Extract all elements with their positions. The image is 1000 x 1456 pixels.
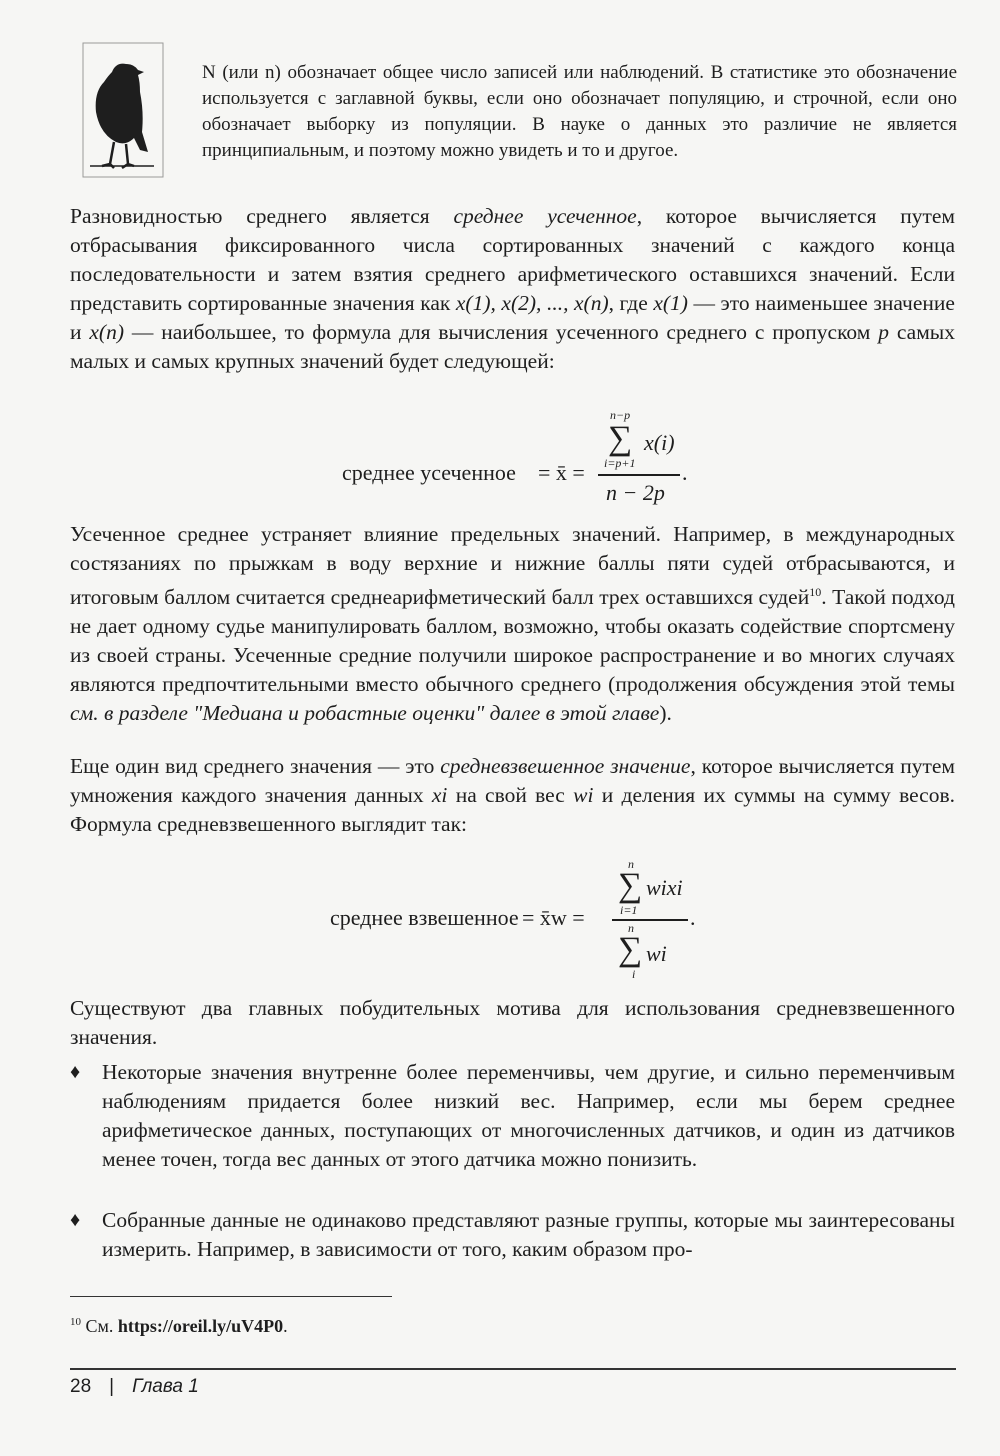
footer-divider (70, 1368, 956, 1370)
term-trimmed-mean: среднее усеченное (453, 204, 637, 228)
term-weighted-mean: средневзвешенное значение (440, 754, 691, 778)
note-text: N (или n) обозначает общее число записей или наблюдений. В статистике это обозначение используется с заглавной буквы, если оно обозначает популяцию, и строчной, если оно обозначает выборку из популяции. В науке о данных это различие не является принципиальным, и поэтому можно увидеть и то и другое. (202, 62, 957, 161)
diamond-bullet-icon: ♦ (70, 1061, 81, 1083)
sum-symbol: ∑ (608, 420, 633, 457)
footnote-link[interactable]: https://oreil.ly/uV4P0 (117, 1316, 284, 1336)
formula-trimmed-mean: среднее усеченное = x̄ = n−p ∑ x(i) i=p+1 n − 2p . (342, 408, 688, 505)
page-footer: 28 | Глава 1 (70, 1376, 199, 1397)
crow-icon (82, 42, 164, 178)
list-item: ♦ Собранные данные не одинаково представляют разные группы, которые мы заинтересованы измерить. Например, в зависимости от того, каким образом про- (70, 1208, 955, 1261)
note-block (82, 42, 958, 192)
sum-symbol-denominator: ∑ (618, 931, 643, 968)
paragraph-weighted-mean: Еще один вид среднего значения — это средневзвешенное значение, которое вычисляется путем умножения каждого значения данных xi на свой вес wi и деления их суммы на сумму весов. Формула средневзвешенного выглядит так: (70, 754, 956, 836)
sorted-values: x(1), x(2), ..., x(n) (455, 291, 609, 315)
paragraph-motives: Существуют два главных побудительных мотива для использования средневзвешенного значения. (70, 996, 955, 1049)
cross-reference: см. в разделе "Медиана и робастные оценки" далее в этой главе (70, 701, 660, 726)
footnote-ref: 10 (809, 585, 822, 599)
diamond-bullet-icon: ♦ (70, 1209, 81, 1231)
footnote-divider (70, 1296, 392, 1297)
list-item: ♦ Некоторые значения внутренне более переменчивы, чем другие, и сильно переменчивым наблюдениям придается более низкий вес. Например, если мы берем среднее арифметическое данных, поступающих от многочисленных датчиков, и один из датчиков менее точен, тогда вес данных от этого датчика можно понизить. (70, 1060, 955, 1171)
fraction-bar (598, 474, 680, 476)
paragraph-trimmed-usage: Усеченное среднее устраняет влияние предельных значений. Например, в международных состязаниях по прыжкам в воду верхние и нижние баллы пяти судей отбрасываются, и итоговым баллом считается среднеарифметический балл трех оставшихся судей$^{10}$. Такой подход не дает одному судье манипулировать баллом, возможно, чтобы оказать содействие спортсмену из своей страны. Усеченные средние получили широкое распространение и во многих случаях являются предпочтительными вместо обычного среднего (продолжения обсуждения этой темы см. в разделе "Медиана и робастные оценки" далее в этой главе). (70, 522, 955, 726)
fraction-bar-weighted (612, 919, 688, 921)
chapter-name: Глава 1 (132, 1376, 199, 1397)
sum-symbol-numerator: ∑ (618, 867, 643, 904)
formula-weighted-mean: среднее взвешенное = x̄w = n ∑ wixi i=1 n ∑ wi i . (330, 857, 696, 981)
paragraph-trimmed-mean: Разновидностью среднего является среднее усеченное, которое вычисляется путем отбрасывания фиксированного числа сортированных значений с каждого конца последовательности и затем взятия среднего арифметического оставшихся значений. Если представить сортированные значения как x(1), x(2), ..., x(n), где x(1) — это наименьшее значение и x(n) — наибольшее, то формула для вычисления усеченного среднего с пропуском p самых малых и самых крупных значений будет следующей: (70, 204, 956, 373)
page-number: 28 (70, 1376, 92, 1397)
footnote: $^{10}$ См. https://oreil.ly/uV4P0. (70, 1316, 288, 1336)
